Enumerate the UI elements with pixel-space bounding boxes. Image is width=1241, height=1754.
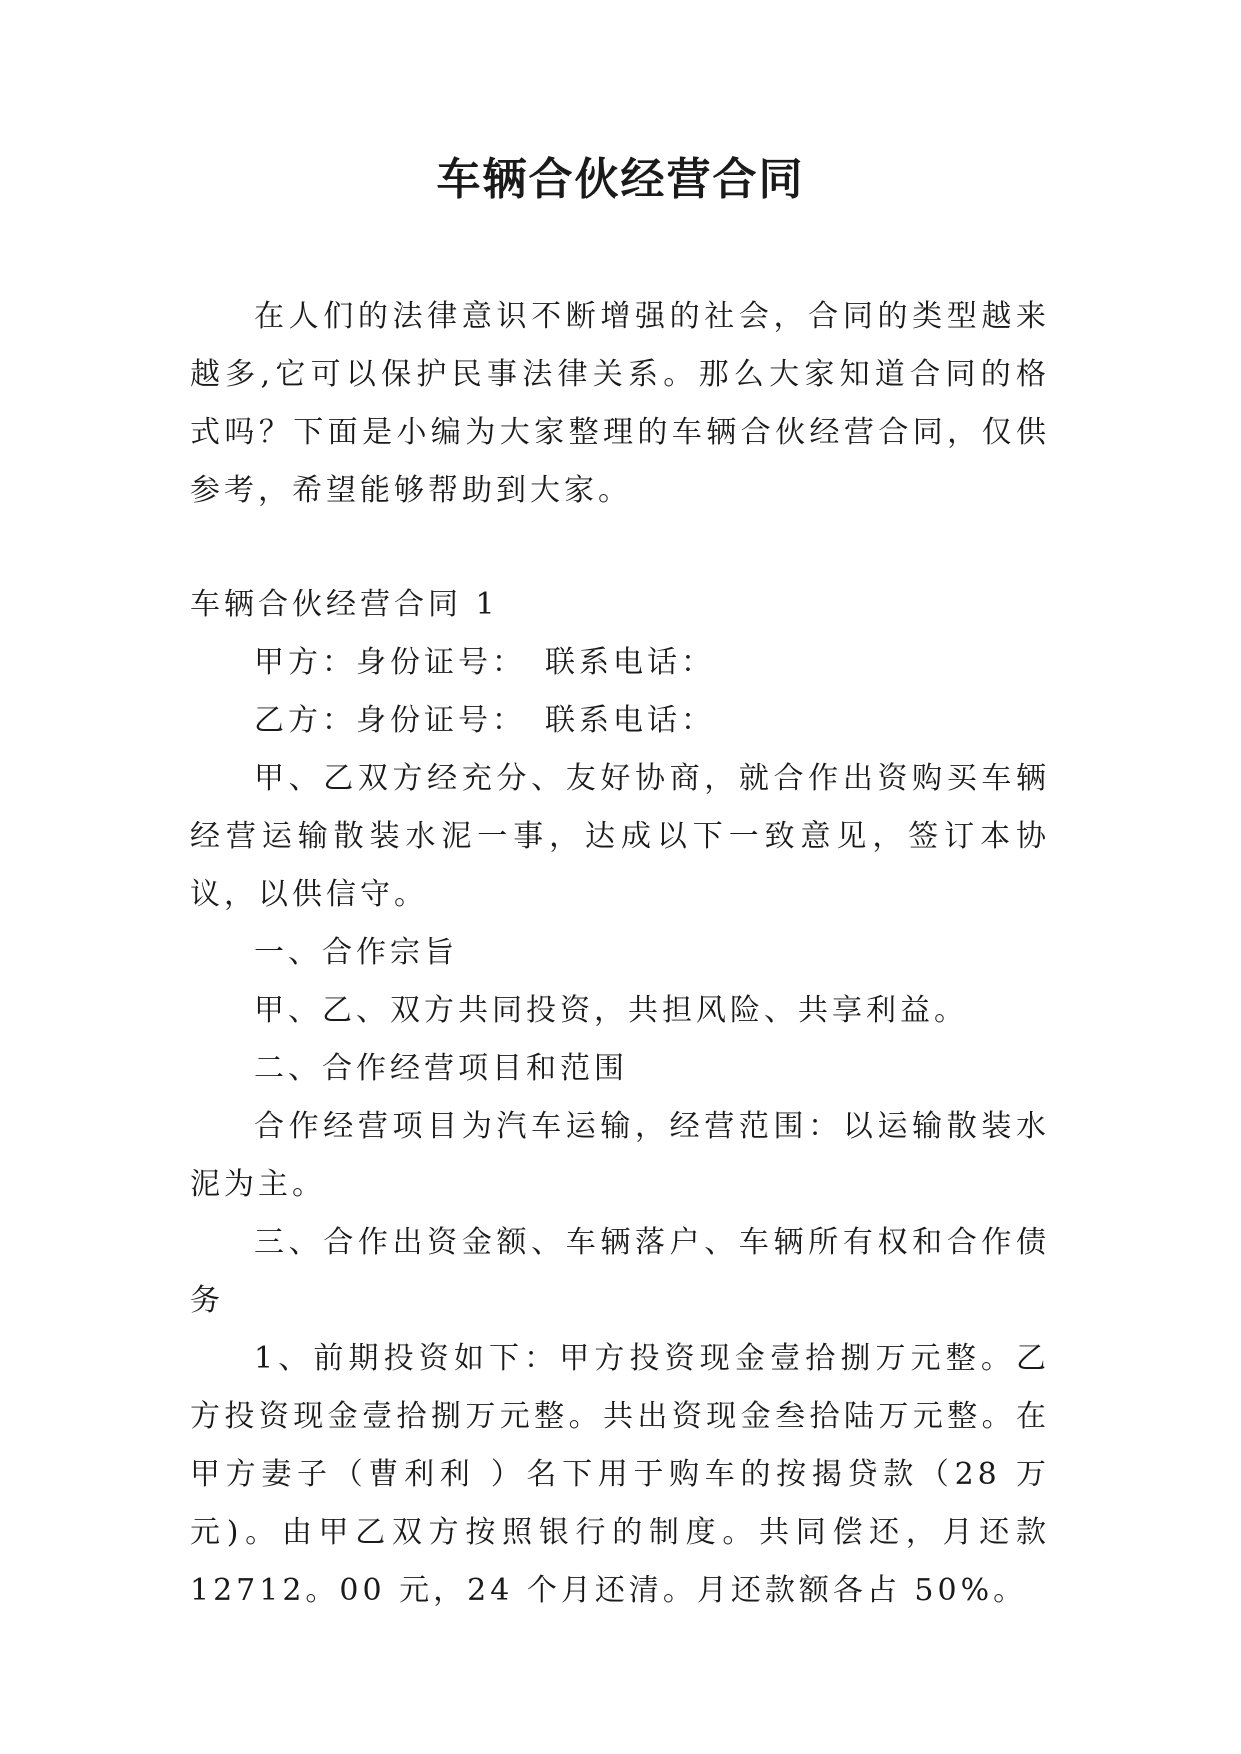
paragraph-gap [190,520,1050,576]
document-title: 车辆合伙经营合同 [436,154,805,205]
party-a-line: 甲方：身份证号： 联系电话： [254,645,715,680]
clause-body-2: 合作经营项目为汽车运输，经营范围：以运输散装水泥为主。 [190,1109,1050,1202]
document-body [190,288,1050,1620]
clause-heading-3: 三、合作出资金额、车辆落户、车辆所有权和合作债务 [190,1225,1050,1318]
clause-heading-1: 一、合作宗旨 [254,935,458,970]
clause-body-3-item-1: 1、前期投资如下：甲方投资现金壹拾捌万元整。乙方投资现金壹拾捌万元整。共出资现金叁拾陆万元整。在甲方妻子（曹利利 ）名下用于购车的按揭贷款（28 万元)。由甲乙双方按照银行的制度。共同偿还，月还款 12712。00 元，24 个月还清。月还款额各占 50%。 [190,1341,1050,1608]
party-b-line: 乙方：身份证号： 联系电话： [254,703,715,738]
section-heading: 车辆合伙经营合同 1 [190,587,499,622]
preamble-paragraph: 甲、乙双方经充分、友好协商，就合作出资购买车辆经营运输散装水泥一事，达成以下一致意见，签订本协议，以供信守。 [190,761,1050,912]
clause-body-1: 甲、乙、双方共同投资，共担风险、共享利益。 [254,993,968,1028]
clause-heading-2: 二、合作经营项目和范围 [254,1051,628,1086]
intro-paragraph: 在人们的法律意识不断增强的社会，合同的类型越来越多,它可以保护民事法律关系。那么大家知道合同的格式吗？下面是小编为大家整理的车辆合伙经营合同，仅供参考，希望能够帮助到大家。 [190,299,1050,508]
